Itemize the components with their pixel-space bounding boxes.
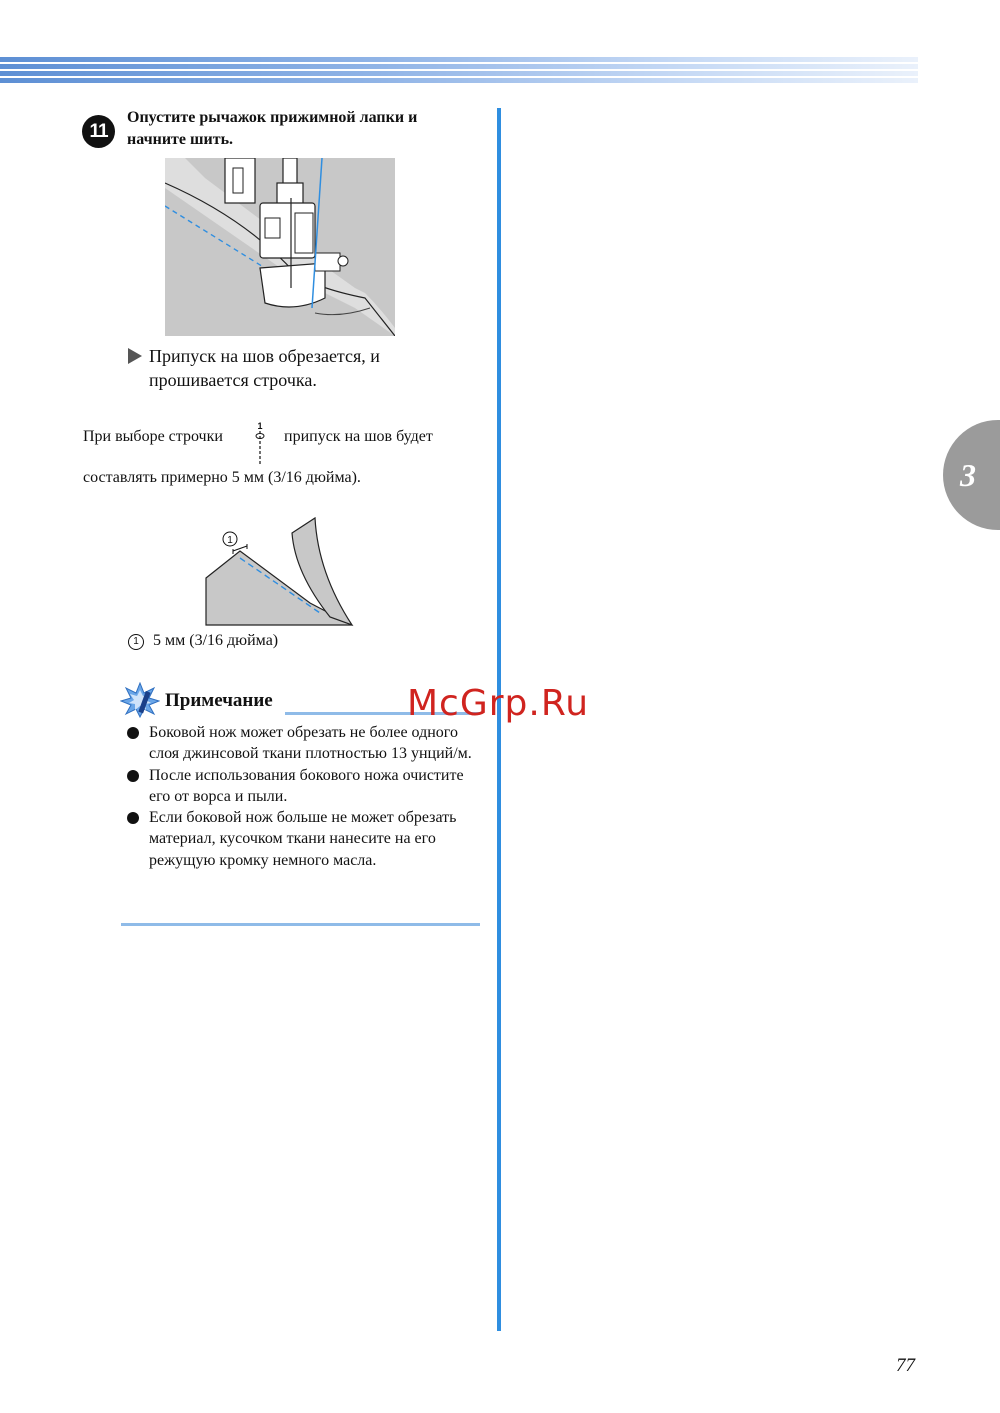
result-text: Припуск на шов обрезается, и прошивается строчка.: [149, 346, 380, 390]
watermark: McGrp.Ru: [407, 683, 590, 724]
list-item: Боковой нож может обрезать не более одного слоя джинсовой ткани плотностью 13 унций/м.: [127, 722, 472, 765]
chapter-number: 3: [960, 457, 976, 493]
caption-text: 5 мм (3/16 дюйма): [153, 632, 279, 649]
bullet-icon: [127, 812, 139, 824]
result-line: [128, 344, 429, 392]
note-star-icon: [120, 682, 160, 718]
paragraph-part-b: припуск на шов будет: [284, 428, 433, 445]
bullet-icon: [127, 727, 139, 739]
note-bottom-rule: [121, 923, 480, 926]
step-number-badge: 11: [82, 115, 115, 148]
figure-caption: [128, 632, 278, 650]
callout-number: 1: [227, 535, 233, 546]
paragraph-part-a: При выборе строчки: [83, 428, 223, 445]
header-band: [0, 57, 918, 85]
stitch-icon: [251, 421, 269, 467]
list-item: После использования бокового ножа очистите его от ворса и пыли.: [127, 765, 472, 808]
result-arrow-icon: [128, 348, 142, 364]
caption-number: 1: [128, 634, 144, 650]
stitch-icon-label: 1: [257, 421, 263, 431]
chapter-tab: [943, 420, 1000, 530]
step-title: Опустите рычажок прижимной лапки и начните шить.: [127, 109, 418, 148]
note-title: Примечание: [165, 690, 273, 711]
paragraph-part-c: составлять примерно 5 мм (3/16 дюйма).: [83, 469, 361, 486]
bullet-icon: [127, 770, 139, 782]
list-item: Если боковой нож больше не может обрезать материал, кусочком ткани нанесите на его режущую кромку немного масла.: [127, 807, 472, 871]
seam-allowance-illustration: [200, 513, 360, 633]
note-list: [127, 722, 472, 871]
page-number: 77: [896, 1355, 915, 1376]
presser-foot-illustration: [165, 158, 395, 336]
